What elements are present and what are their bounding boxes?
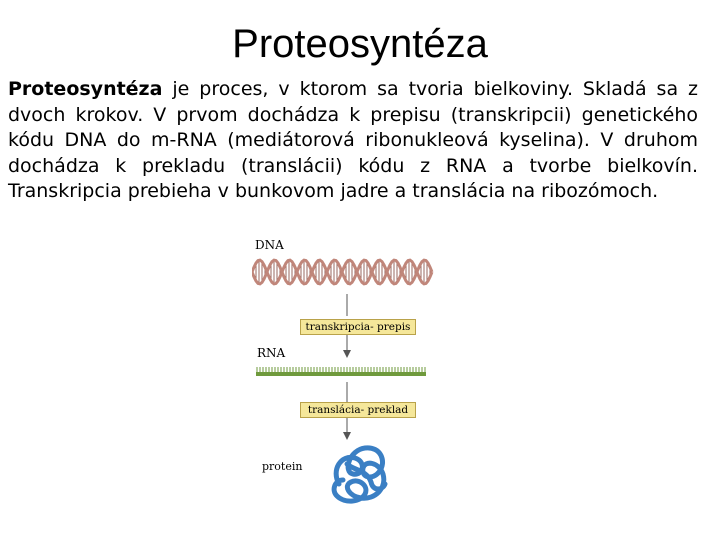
transcription-step: transkripcia- prepis [300,319,416,335]
paragraph-text: je proces, v ktorom sa tvoria bielkoviny. Skladá sa z dvoch krokov. V prvom dochádza k prepisu (transkripcii) genetického kódu DNA do m-RNA (mediátorová ribonukleová kyselina). V druhom dochádza k prekladu (translácii) kódu z RNA a tvorbe bielkovín. Transkripcia prebieha v bunkovom jadre a translácia na ribozómoch. [8,78,698,202]
dna-helix [252,254,434,290]
rna-strand [256,366,428,378]
body-paragraph [8,77,698,205]
bold-term: Proteosyntéza [8,78,163,100]
translation-step: translácia- preklad [300,402,416,418]
dna-label: DNA [255,238,284,252]
rna-label: RNA [257,346,286,360]
slide-title: Proteosyntéza [232,22,488,66]
protein-label: protein [262,460,303,473]
protein-fold [327,440,393,510]
proteosynthesis-diagram [252,234,434,512]
